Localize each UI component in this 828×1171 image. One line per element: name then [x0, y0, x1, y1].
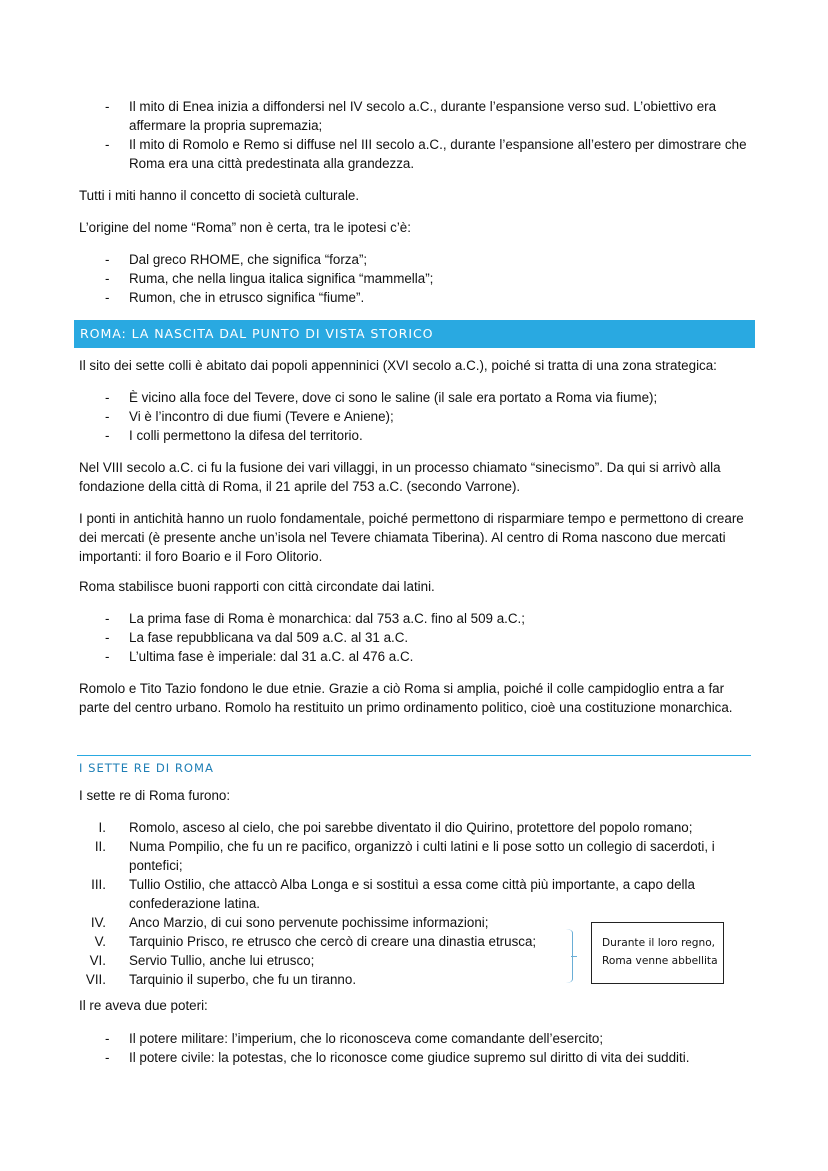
list-nome [79, 250, 749, 307]
list-number: V. [94, 934, 106, 949]
list-number: I. [98, 820, 106, 835]
list-item [79, 837, 749, 875]
list-item: - La fase repubblicana va dal 509 a.C. al 31 a.C. [79, 628, 749, 647]
list-item: - Rumon, che in etrusco significa “fiume”. [79, 288, 749, 307]
list-item: - L’ultima fase è imperiale: dal 31 a.C. al 476 a.C. [79, 647, 749, 666]
list-text: Tarquinio Prisco, re etrusco che cercò di creare una dinastia etrusca; [129, 934, 537, 949]
list-item: - È vicino alla foce del Tevere, dove ci sono le saline (il sale era portato a Roma via fiume); [79, 388, 749, 407]
list-text: Servio Tullio, anche lui etrusco; [129, 953, 315, 968]
list-item [79, 875, 749, 913]
section-heading-re: I SETTE RE DI ROMA [79, 761, 214, 775]
note-line: Roma venne abbellita [602, 955, 718, 967]
paragraph-nome: L’origine del nome “Roma” non è certa, tra le ipotesi c’è: [79, 220, 411, 235]
list-text: Romolo, asceso al cielo, che poi sarebbe diventato il dio Quirino, protettore del popolo romano; [129, 820, 693, 835]
list-number: VI. [89, 953, 106, 968]
brace-tick [571, 956, 577, 957]
list-colli [79, 388, 749, 445]
list-item: - I colli permettono la difesa del territorio. [79, 426, 749, 445]
list-text: Tullio Ostilio, che attaccò Alba Longa e si sostituì a essa come città più importante, a capo della confederazione latina. [129, 877, 695, 911]
list-fasi [79, 609, 749, 666]
list-item [79, 818, 749, 837]
paragraph-re: I sette re di Roma furono: [79, 788, 231, 803]
paragraph-colli: Il sito dei sette colli è abitato dai popoli appenninici (XVI secolo a.C.), poiché si tratta di una zona strategica: [79, 358, 717, 373]
paragraph-rapporti: Roma stabilisce buoni rapporti con città circondate dai latini. [79, 579, 435, 594]
list-miti [79, 97, 749, 173]
paragraph-poteri: Il re aveva due poteri: [79, 998, 208, 1013]
list-number: III. [91, 877, 106, 892]
list-number: IV. [90, 915, 106, 930]
section-heading-storico: ROMA: LA NASCITA DAL PUNTO DI VISTA STORICO [74, 320, 755, 348]
section-divider [77, 755, 751, 756]
list-item: - Il mito di Enea inizia a diffondersi nel IV secolo a.C., durante l’espansione verso sud. L’obiettivo era affermare la propria supremazia; [79, 97, 749, 135]
list-item: - Il potere militare: l’imperium, che lo riconosceva come comandante dell’esercito; [79, 1029, 749, 1048]
list-item: - Il mito di Romolo e Remo si diffuse nel III secolo a.C., durante l’espansione all’estero per dimostrare che Roma era una città predestinata alla grandezza. [79, 135, 749, 173]
paragraph-sinecismo: Nel VIII secolo a.C. ci fu la fusione dei vari villaggi, in un processo chiamato “sinecismo”. Da qui si arrivò alla fondazione della città di Roma, il 21 aprile del 753 a.C. (secondo Varrone). [79, 460, 721, 494]
paragraph-miti: Tutti i miti hanno il concetto di società culturale. [79, 188, 360, 203]
list-poteri [79, 1029, 749, 1067]
paragraph-ponti: I ponti in antichità hanno un ruolo fondamentale, poiché permettono di risparmiare tempo e permettono di creare dei mercati (è presente anche un’isola nel Tevere chiamata Tiberina). Al centro di Roma nascono due mercati importanti: il foro Boario e il Foro Olitorio. [79, 511, 744, 564]
paragraph-romolo: Romolo e Tito Tazio fondono le due etnie. Grazie a ciò Roma si amplia, poiché il colle campidoglio entra a far parte del centro urbano. Romolo ha restituito un primo ordinamento politico, cioè una costituzione monarchica. [79, 681, 733, 715]
note-line: Durante il loro regno, [602, 937, 716, 949]
list-item: - La prima fase di Roma è monarchica: dal 753 a.C. fino al 509 a.C.; [79, 609, 749, 628]
note-box [591, 922, 724, 984]
list-item: - Il potere civile: la potestas, che lo riconosce come giudice supremo sul diritto di vita dei sudditi. [79, 1048, 749, 1067]
list-item: - Ruma, che nella lingua italica significa “mammella”; [79, 269, 749, 288]
list-item: - Dal greco RHOME, che significa “forza”; [79, 250, 749, 269]
list-text: Tarquinio il superbo, che fu un tiranno. [129, 972, 357, 987]
list-item: - Vi è l’incontro di due fiumi (Tevere e Aniene); [79, 407, 749, 426]
list-number: VII. [85, 972, 106, 987]
list-text: Anco Marzio, di cui sono pervenute pochissime informazioni; [129, 915, 489, 930]
list-number: II. [94, 839, 106, 854]
list-text: Numa Pompilio, che fu un re pacifico, organizzò i culti latini e li pose sotto un collegio di sacerdoti, i pontefici; [129, 839, 715, 873]
